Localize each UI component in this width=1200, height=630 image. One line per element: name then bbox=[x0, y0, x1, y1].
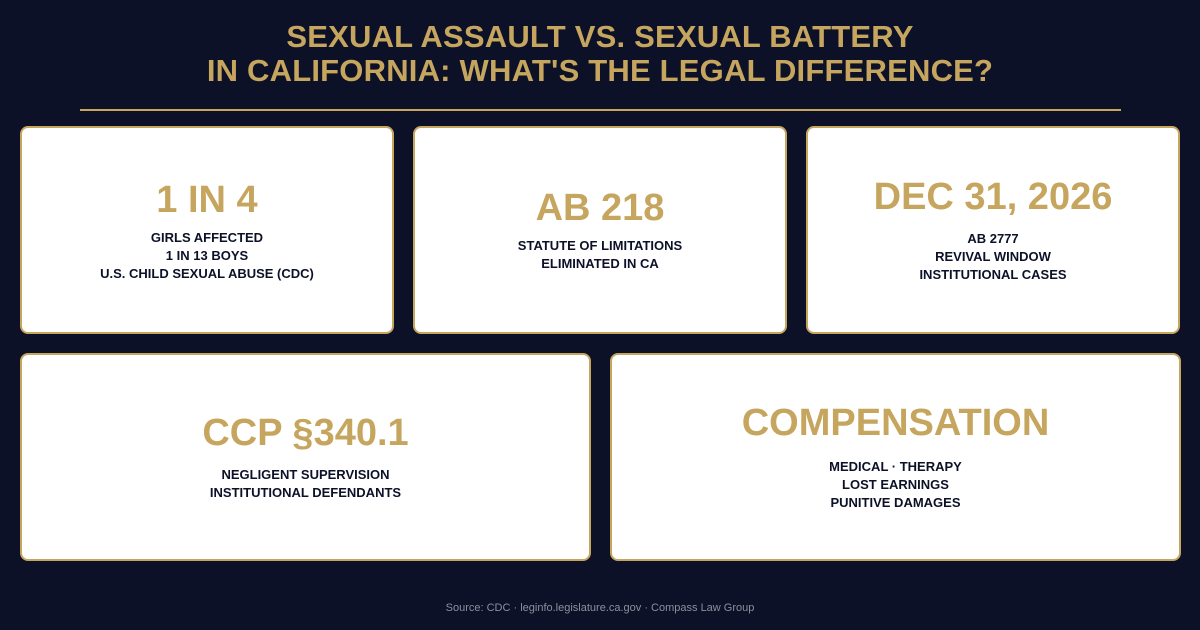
stat-card-revival-window bbox=[806, 126, 1180, 334]
stat-card-caption bbox=[210, 466, 401, 502]
title-divider bbox=[80, 109, 1121, 111]
stat-card-headline: CCP §340.1 bbox=[202, 412, 409, 454]
stat-card-caption-line: ELIMINATED IN CA bbox=[541, 256, 659, 271]
stat-card-caption-line: INSTITUTIONAL DEFENDANTS bbox=[209, 485, 402, 500]
stat-card-caption-line: GIRLS AFFECTED bbox=[150, 230, 264, 245]
stat-card-headline: DEC 31, 2026 bbox=[873, 176, 1113, 218]
stat-card-headline: COMPENSATION bbox=[741, 402, 1050, 444]
stat-card-caption bbox=[518, 237, 682, 273]
stat-card-caption-line: U.S. CHILD SEXUAL ABUSE (CDC) bbox=[100, 266, 314, 281]
stat-card-caption-line: AB 2777 bbox=[967, 231, 1019, 246]
page-title-line-1: SEXUAL ASSAULT VS. SEXUAL BATTERY bbox=[286, 19, 914, 54]
stat-card-caption bbox=[919, 230, 1066, 284]
stat-card-headline: 1 IN 4 bbox=[156, 179, 258, 221]
stat-card-caption-line: LOST EARNINGS bbox=[842, 477, 949, 492]
stat-card-prevalence bbox=[20, 126, 394, 334]
stat-card-caption-line: INSTITUTIONAL CASES bbox=[919, 267, 1067, 282]
stat-card-caption-line: PUNITIVE DAMAGES bbox=[830, 495, 961, 510]
page-title bbox=[0, 20, 1200, 88]
stat-card-caption bbox=[829, 458, 962, 512]
stat-card-headline: AB 218 bbox=[535, 187, 665, 229]
stat-card-compensation bbox=[610, 353, 1181, 561]
stat-card-caption-line: NEGLIGENT SUPERVISION bbox=[221, 467, 390, 482]
stat-card-caption bbox=[100, 229, 314, 283]
stat-card-ab218 bbox=[413, 126, 787, 334]
stat-card-caption-line: REVIVAL WINDOW bbox=[935, 249, 1051, 264]
stat-card-caption-line: MEDICAL · THERAPY bbox=[829, 459, 962, 474]
page-title-line-2: IN CALIFORNIA: WHAT'S THE LEGAL DIFFERENCE? bbox=[206, 53, 994, 88]
stat-card-ccp-340-1 bbox=[20, 353, 591, 561]
stat-card-caption-line: STATUTE OF LIMITATIONS bbox=[517, 238, 683, 253]
source-footnote: Source: CDC · leginfo.legislature.ca.gov · Compass Law Group bbox=[445, 602, 755, 614]
stat-card-caption-line: 1 IN 13 BOYS bbox=[165, 248, 249, 263]
